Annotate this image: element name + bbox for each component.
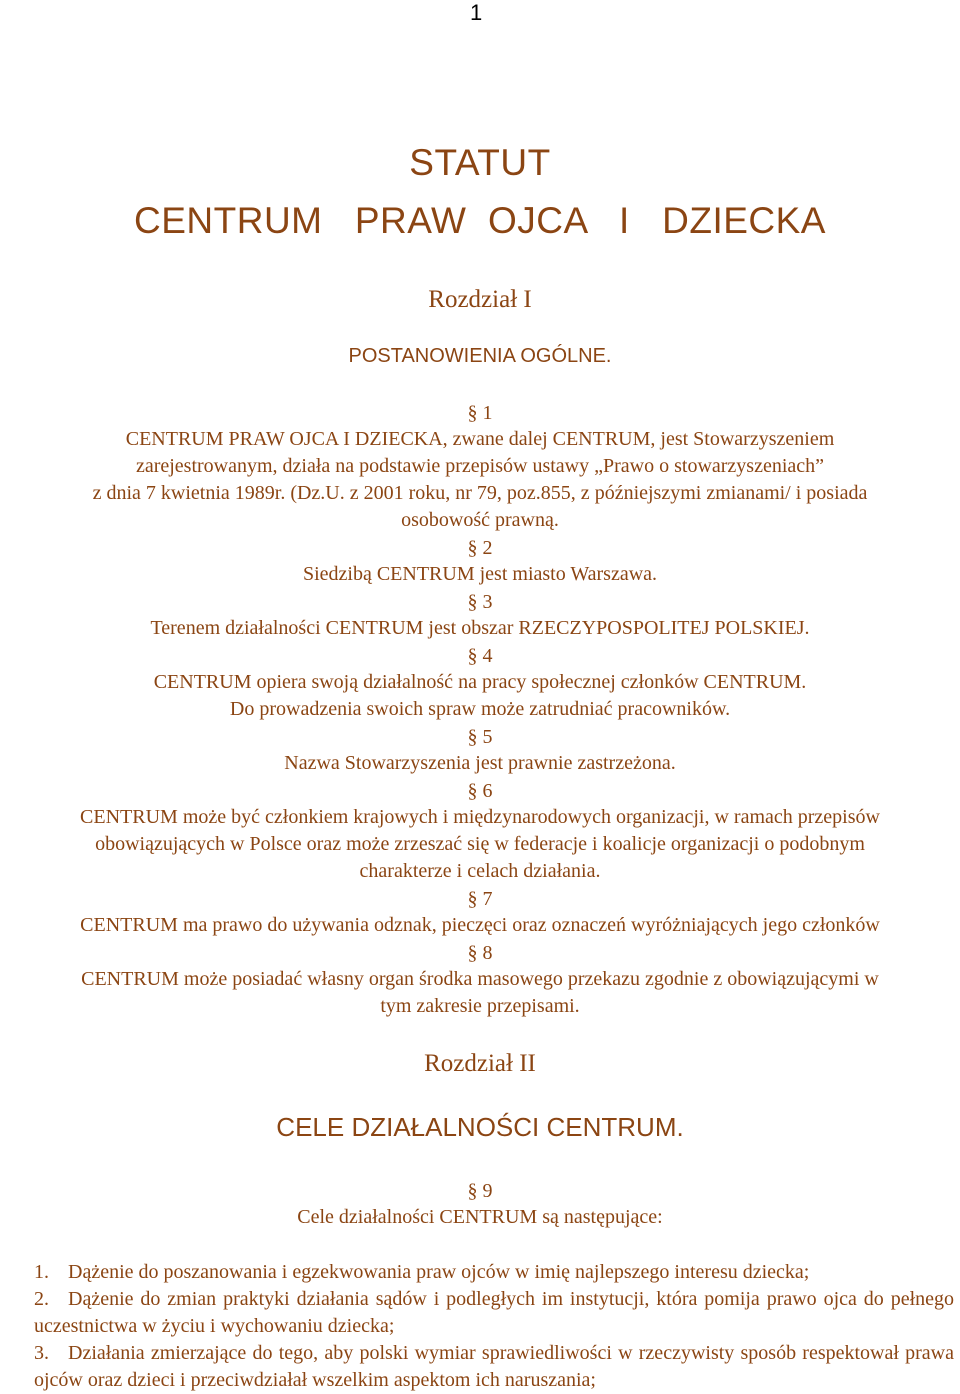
section-text-line: obowiązujących w Polsce oraz może zrzeszać się w federacje i koalicje organizacji o podobnym [95,833,865,855]
chapter-2-subheading: CELE DZIAŁALNOŚCI CENTRUM. [276,1112,684,1142]
section-text-line: CENTRUM może posiadać własny organ środka masowego przekazu zgodnie z obowiązującymi w [81,968,879,990]
chapter-1-heading: Rozdział I [428,286,532,313]
section-text-line: zarejestrowanym, działa na podstawie przepisów ustawy „Prawo o stowarzyszeniach” [135,455,825,477]
section-8 [0,940,960,1020]
section-5 [0,724,960,777]
chapter-1-subheading: POSTANOWIENIA OGÓLNE. [348,345,612,367]
section-text-line: CENTRUM ma prawo do używania odznak, pieczęci oraz oznaczeń wyróżniających jego członków [80,914,880,936]
section-text-line: CENTRUM może być członkiem krajowych i międzynarodowych organizacji, w ramach przepisów [80,806,880,828]
list-item [34,1340,954,1394]
section-text-line: Cele działalności CENTRUM są następujące: [297,1206,663,1228]
list-item-text: Dążenie do poszanowania i egzekwowania praw ojców w imię najlepszego interesu dziecka; [68,1261,810,1283]
section-text-line: charakterze i celach działania. [359,860,601,882]
list-item-number: 1. [34,1261,49,1283]
section-text-line: Nazwa Stowarzyszenia jest prawnie zastrzeżona. [284,752,676,774]
list-item-text: Działania zmierzające do tego, aby polski wymiar sprawiedliwości w rzeczywisty sposób respektował prawa ojców oraz dzieci i przeciwdziałał wszelkim aspektom ich naruszania; [34,1342,954,1391]
section-1 [0,400,960,534]
title-line-organization: CENTRUM PRAW OJCA I DZIECKA [134,200,826,241]
list-item [34,1286,954,1340]
section-marker: § 9 [467,1180,493,1202]
section-3 [0,589,960,642]
list-item-text: Dążenie do zmian praktyki działania sądów i podległych im instytucji, która pomija prawo ojca do pełnego uczestnictwa w życiu i wychowaniu dziecka; [34,1288,954,1337]
section-marker: § 6 [467,780,493,802]
section-text-line: Terenem działalności CENTRUM jest obszar RZECZYPOSPOLITEJ POLSKIEJ. [150,617,810,639]
section-marker: § 8 [467,942,493,964]
section-marker: § 2 [467,537,493,559]
document-title [0,134,960,250]
section-text-line: Do prowadzenia swoich spraw może zatrudniać pracowników. [229,698,731,720]
chapter-2-heading: Rozdział II [424,1050,536,1077]
section-9 [0,1178,960,1231]
list-item-number: 3. [34,1342,49,1364]
section-marker: § 5 [467,726,493,748]
section-text-line: tym zakresie przepisami. [380,995,580,1017]
page-number: 1 [470,0,483,25]
section-marker: § 1 [467,402,493,424]
section-6 [0,778,960,885]
list-item [34,1259,954,1286]
title-line-statut: STATUT [409,142,551,183]
section-text-line: osobowość prawną. [401,509,559,531]
section-marker: § 4 [467,645,493,667]
section-marker: § 7 [467,888,493,910]
section-7 [0,886,960,939]
goals-list [34,1259,954,1394]
section-2 [0,535,960,588]
section-4 [0,643,960,723]
section-text-line: CENTRUM opiera swoją działalność na pracy społecznej członków CENTRUM. [153,671,807,693]
section-text-line: z dnia 7 kwietnia 1989r. (Dz.U. z 2001 roku, nr 79, poz.855, z późniejszymi zmianami/ i posiada [92,482,868,504]
section-marker: § 3 [467,591,493,613]
section-text-line: CENTRUM PRAW OJCA I DZIECKA, zwane dalej CENTRUM, jest Stowarzyszeniem [125,428,835,450]
section-text-line: Siedzibą CENTRUM jest miasto Warszawa. [302,563,658,585]
list-item-number: 2. [34,1288,49,1310]
